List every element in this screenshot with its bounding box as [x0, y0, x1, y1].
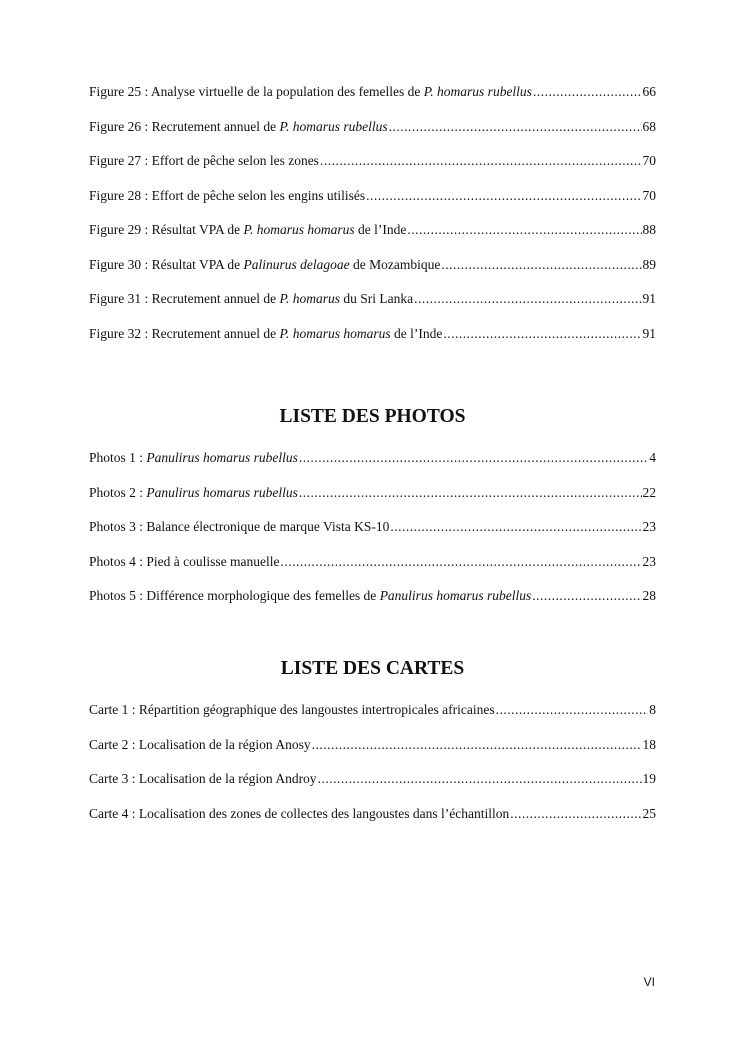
entry-page-number: 66 — [642, 84, 656, 99]
entry-title-text: Figure 31 : Recrutement annuel de — [89, 291, 280, 306]
entry-title — [89, 485, 298, 501]
figure-entry[interactable] — [89, 188, 656, 223]
dot-leader — [280, 554, 641, 570]
entry-page-number: 68 — [642, 118, 656, 134]
entry-page-number: 8 — [649, 702, 656, 717]
dot-leader — [441, 257, 641, 273]
entry-title — [89, 588, 531, 604]
dot-leader — [510, 806, 641, 822]
entry-title-text: Carte 1 : Répartition géographique des langoustes intertropicales africaines — [89, 702, 495, 717]
entry-title-suffix: de l’Inde — [390, 325, 443, 341]
photo-entry[interactable] — [89, 450, 656, 485]
dot-leader — [320, 153, 642, 169]
figures-list — [89, 84, 656, 360]
entry-page-number: 19 — [642, 771, 656, 786]
cartes-list — [89, 702, 656, 840]
photo-entry[interactable] — [89, 554, 656, 589]
entry-title-text: Photos 3 : Balance électronique de marque Vista KS-10 — [89, 519, 390, 534]
entry-title — [89, 737, 311, 753]
entry-page-number: 89 — [642, 256, 656, 272]
carte-entry[interactable] — [89, 702, 656, 737]
entry-page-number: 70 — [642, 153, 656, 168]
entry-title-text: Figure 29 : Résultat VPA de — [89, 222, 244, 237]
photos-section-title: LISTE DES PHOTOS — [279, 406, 466, 427]
entry-page-number: 70 — [642, 187, 656, 203]
photos-list — [89, 450, 656, 623]
entry-species-name: Panulirus homarus rubellus — [379, 588, 532, 603]
entry-title-text: Photos 1 : — [89, 450, 147, 465]
entry-title-suffix: de l’Inde — [354, 222, 407, 237]
dot-leader — [390, 519, 641, 535]
dot-leader — [299, 450, 648, 466]
carte-entry[interactable] — [89, 737, 656, 772]
entry-title-text: Carte 4 : Localisation des zones de collectes des langoustes dans l’échantillon — [89, 805, 510, 821]
photo-entry[interactable] — [89, 519, 656, 554]
dot-leader — [318, 771, 642, 787]
photo-entry[interactable] — [89, 588, 656, 623]
dot-leader — [414, 291, 641, 307]
figure-entry[interactable] — [89, 119, 656, 154]
entry-title-suffix: du Sri Lanka — [339, 291, 414, 306]
figure-entry[interactable] — [89, 326, 656, 361]
entry-title — [89, 326, 442, 342]
carte-entry[interactable] — [89, 771, 656, 806]
entry-species-name: P. homarus rubellus — [279, 118, 388, 134]
entry-page-number: 23 — [642, 553, 656, 569]
entry-page-number: 22 — [642, 484, 656, 500]
dot-leader — [407, 222, 641, 238]
dot-leader — [312, 737, 642, 753]
figure-entry[interactable] — [89, 84, 656, 119]
dot-leader — [496, 702, 649, 718]
entry-page-number: 18 — [642, 736, 656, 752]
entry-species-name: Panulirus homarus rubellus — [146, 450, 298, 465]
entry-title-text: Photos 4 : Pied à coulisse manuelle — [89, 553, 280, 569]
entry-title-text: Figure 26 : Recrutement annuel de — [89, 118, 280, 134]
entry-title-text: Figure 32 : Recrutement annuel de — [89, 325, 280, 341]
figure-entry[interactable] — [89, 153, 656, 188]
entry-title — [89, 450, 298, 466]
entry-title — [89, 291, 413, 307]
entry-title — [89, 771, 317, 787]
figure-entry[interactable] — [89, 291, 656, 326]
entry-title — [89, 806, 509, 822]
entry-title-text: Figure 30 : Résultat VPA de — [89, 256, 244, 272]
entry-species-name: P. homarus rubellus — [423, 84, 532, 99]
entry-title — [89, 188, 365, 204]
entry-species-name: P. homarus homarus — [279, 325, 391, 341]
entry-species-name: Panulirus homarus rubellus — [146, 484, 298, 500]
carte-entry[interactable] — [89, 806, 656, 841]
entry-page-number: 91 — [642, 291, 656, 306]
entry-title-text: Figure 27 : Effort de pêche selon les zones — [89, 153, 319, 168]
dot-leader — [533, 84, 642, 100]
entry-title — [89, 702, 495, 718]
entry-page-number: 28 — [642, 588, 656, 603]
figure-entry[interactable] — [89, 257, 656, 292]
dot-leader — [299, 485, 642, 501]
entry-title-text: Carte 3 : Localisation de la région Androy — [89, 771, 317, 786]
dot-leader — [443, 326, 641, 342]
entry-title — [89, 119, 388, 135]
entry-title-text: Figure 28 : Effort de pêche selon les engins utilisés — [89, 187, 366, 203]
entry-title — [89, 84, 532, 100]
entry-species-name: Palinurus delagoae — [243, 256, 350, 272]
entry-species-name: P. homarus — [279, 291, 340, 306]
dot-leader — [389, 119, 642, 135]
dot-leader — [532, 588, 641, 604]
entry-title — [89, 257, 440, 273]
cartes-section-title: LISTE DES CARTES — [280, 658, 465, 679]
entry-title — [89, 222, 406, 238]
photo-entry[interactable] — [89, 485, 656, 520]
entry-title-text: Carte 2 : Localisation de la région Anosy — [89, 736, 311, 752]
page-number: VI — [643, 975, 655, 989]
entry-title-text: Photos 2 : — [89, 484, 147, 500]
entry-page-number: 4 — [649, 450, 656, 465]
entry-species-name: P. homarus homarus — [243, 222, 355, 237]
entry-page-number: 91 — [642, 325, 656, 341]
entry-page-number: 25 — [642, 805, 656, 821]
entry-title — [89, 153, 319, 169]
entry-title-text: Figure 25 : Analyse virtuelle de la population des femelles de — [89, 84, 424, 99]
entry-page-number: 23 — [642, 519, 656, 534]
entry-title — [89, 554, 279, 570]
entry-title-text: Photos 5 : Différence morphologique des femelles de — [89, 588, 380, 603]
entry-title — [89, 519, 389, 535]
entry-page-number: 88 — [642, 222, 656, 237]
figure-entry[interactable] — [89, 222, 656, 257]
dot-leader — [366, 188, 641, 204]
entry-title-suffix: de Mozambique — [349, 256, 441, 272]
